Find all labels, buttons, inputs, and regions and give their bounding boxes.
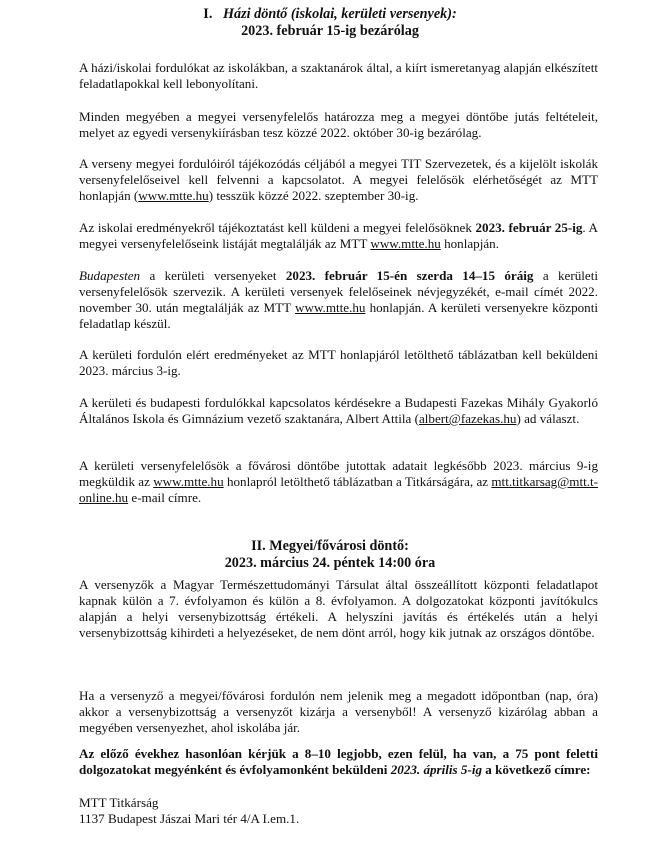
address-line-2: 1137 Budapest Jászai Mari tér 4/A I.em.1.: [79, 811, 300, 826]
section-1-prefix: I.: [203, 6, 213, 22]
text: Az előző évekhez hasonlóan kérjük a 8–10 legjobb, ezen felül, ha van, a 75 pont feletti dolgozatokat megyénként és évfolyamonként beküldeni: [79, 746, 598, 777]
paragraph-questions: [79, 395, 598, 427]
section-1-title-main: Házi döntő (iskolai, kerületi versenyek):: [223, 6, 457, 22]
paragraph-school-results: [79, 220, 598, 252]
mtte-link[interactable]: www.mtte.hu: [295, 300, 366, 315]
deadline-italic: 2023. április 5-ig: [390, 762, 483, 777]
paragraph-absence: Ha a versenyző a megyei/fővárosi fordulón nem jelenik meg a megadott időpontban (nap, óra) akkor a versenybizottság a versenyzőt kizárja a versenyből! A versenyző kizárólag abban a megyében versenyezhet, ahol iskolába jár.: [79, 688, 598, 735]
paragraph-central-worksheet: A versenyzők a Magyar Természettudományi Társulat által összeállított központi feladatlapot kapnak külön a 7. évfolyamon és külön a 8. évfolyamon. A dolgozatokat központi javítókulcs alapján a helyi versenybizottság értékeli. A helyszíni javítás és értékelés után a helyi versenybizottság kihirdeti a helyezéseket, de nem dönt arról, hogy kik jutnak az országos döntőbe.: [79, 577, 598, 640]
text: ) ad választ.: [516, 411, 580, 426]
text: . A megyei versenyfelelőseink listáját megtalálják az MTT: [79, 220, 598, 251]
section-1-title: [60, 6, 600, 23]
paragraph-budapest: [79, 268, 598, 332]
text: A verseny megyei fordulóiról tájékozódás céljából a megyei TIT Szervezetek, és a kijelölt iskolák versenyfelelőseivel kell felvenni a kapcsolatot. A megyei felelősök elérhetőségét az MTT honlapján (: [79, 156, 598, 203]
paragraph-capital-final: [79, 458, 598, 506]
deadline-bold: 2023. február 25-ig: [475, 220, 583, 235]
paragraph-county-conditions: Minden megyében a megyei versenyfelelős határozza meg a megyei döntőbe jutás feltételeit, melyet az egyedi versenykiírásban tesz közzé 2022. október 30-ig bezárólag.: [79, 109, 598, 140]
paragraph-school-rounds: A házi/iskolai fordulókat az iskolákban, a szaktanárok által, a kiírt ismeretanyag alapján elkészített feladatlapokkal kell lebonyolítani.: [79, 60, 598, 91]
text: A kerületi versenyfelelősök a fővárosi döntőbe jutottak adatait legkésőbb 2023. március 9-ig megküldik az: [79, 458, 598, 489]
mtte-link[interactable]: www.mtte.hu: [153, 474, 224, 489]
text: A kerületi és budapesti fordulókkal kapcsolatos kérdésekre a Budapesti Fazekas Mihály Gyakorló Általános Iskola és Gimnázium vezető szaktanára, Albert Attila (: [79, 395, 598, 426]
paragraph-district-results: A kerületi fordulón elért eredményeket az MTT honlapjáról letölthető táblázatban kell beküldeni 2023. március 3-ig.: [79, 347, 598, 378]
date-bold: 2023. február 15-én szerda 14–15 óráig: [285, 268, 534, 283]
section-1-heading: [60, 6, 600, 40]
titkarsag-email-link[interactable]: mtt.titkarsag@mtt.t-online.hu: [79, 474, 598, 505]
text: a kerületi versenyfelelősök szervezik. A kerületi versenyek felelőseinek névjegyzékét, e-mail címét 2022. november 30. után megtalálják az MTT: [79, 268, 598, 315]
text: e-mail címre.: [128, 490, 202, 505]
text: honlapján.: [440, 236, 499, 251]
text: Az iskolai eredményekről tájékoztatást kell küldeni a megyei felelősöknek: [79, 220, 476, 235]
text: ) tesszük közzé 2022. szeptember 30-ig.: [208, 188, 419, 203]
albert-email-link[interactable]: albert@fazekas.hu: [418, 411, 517, 426]
section-2-date: 2023. március 24. péntek 14:00 óra: [224, 555, 436, 571]
mtte-link[interactable]: www.mtte.hu: [138, 188, 209, 203]
budapest-italic: Budapesten: [79, 268, 141, 283]
paragraph-county-contacts: [79, 156, 598, 204]
section-1-deadline: 2023. február 15-ig bezárólag: [241, 23, 419, 39]
text: a következő címre:: [482, 762, 591, 777]
text: honlapján. A kerületi versenyekre központi feladatlap készül.: [79, 300, 598, 331]
address-line-1: MTT Titkárság: [79, 795, 159, 810]
section-2-heading: [60, 538, 600, 572]
mtte-link[interactable]: www.mtte.hu: [370, 236, 441, 251]
text: a kerületi versenyeket: [140, 268, 286, 283]
section-2-title: II. Megyei/fővárosi döntő:: [251, 538, 409, 554]
paragraph-submission: [79, 746, 598, 778]
text: honlapról letölthető táblázatban a Titkárságára, az: [223, 474, 492, 489]
